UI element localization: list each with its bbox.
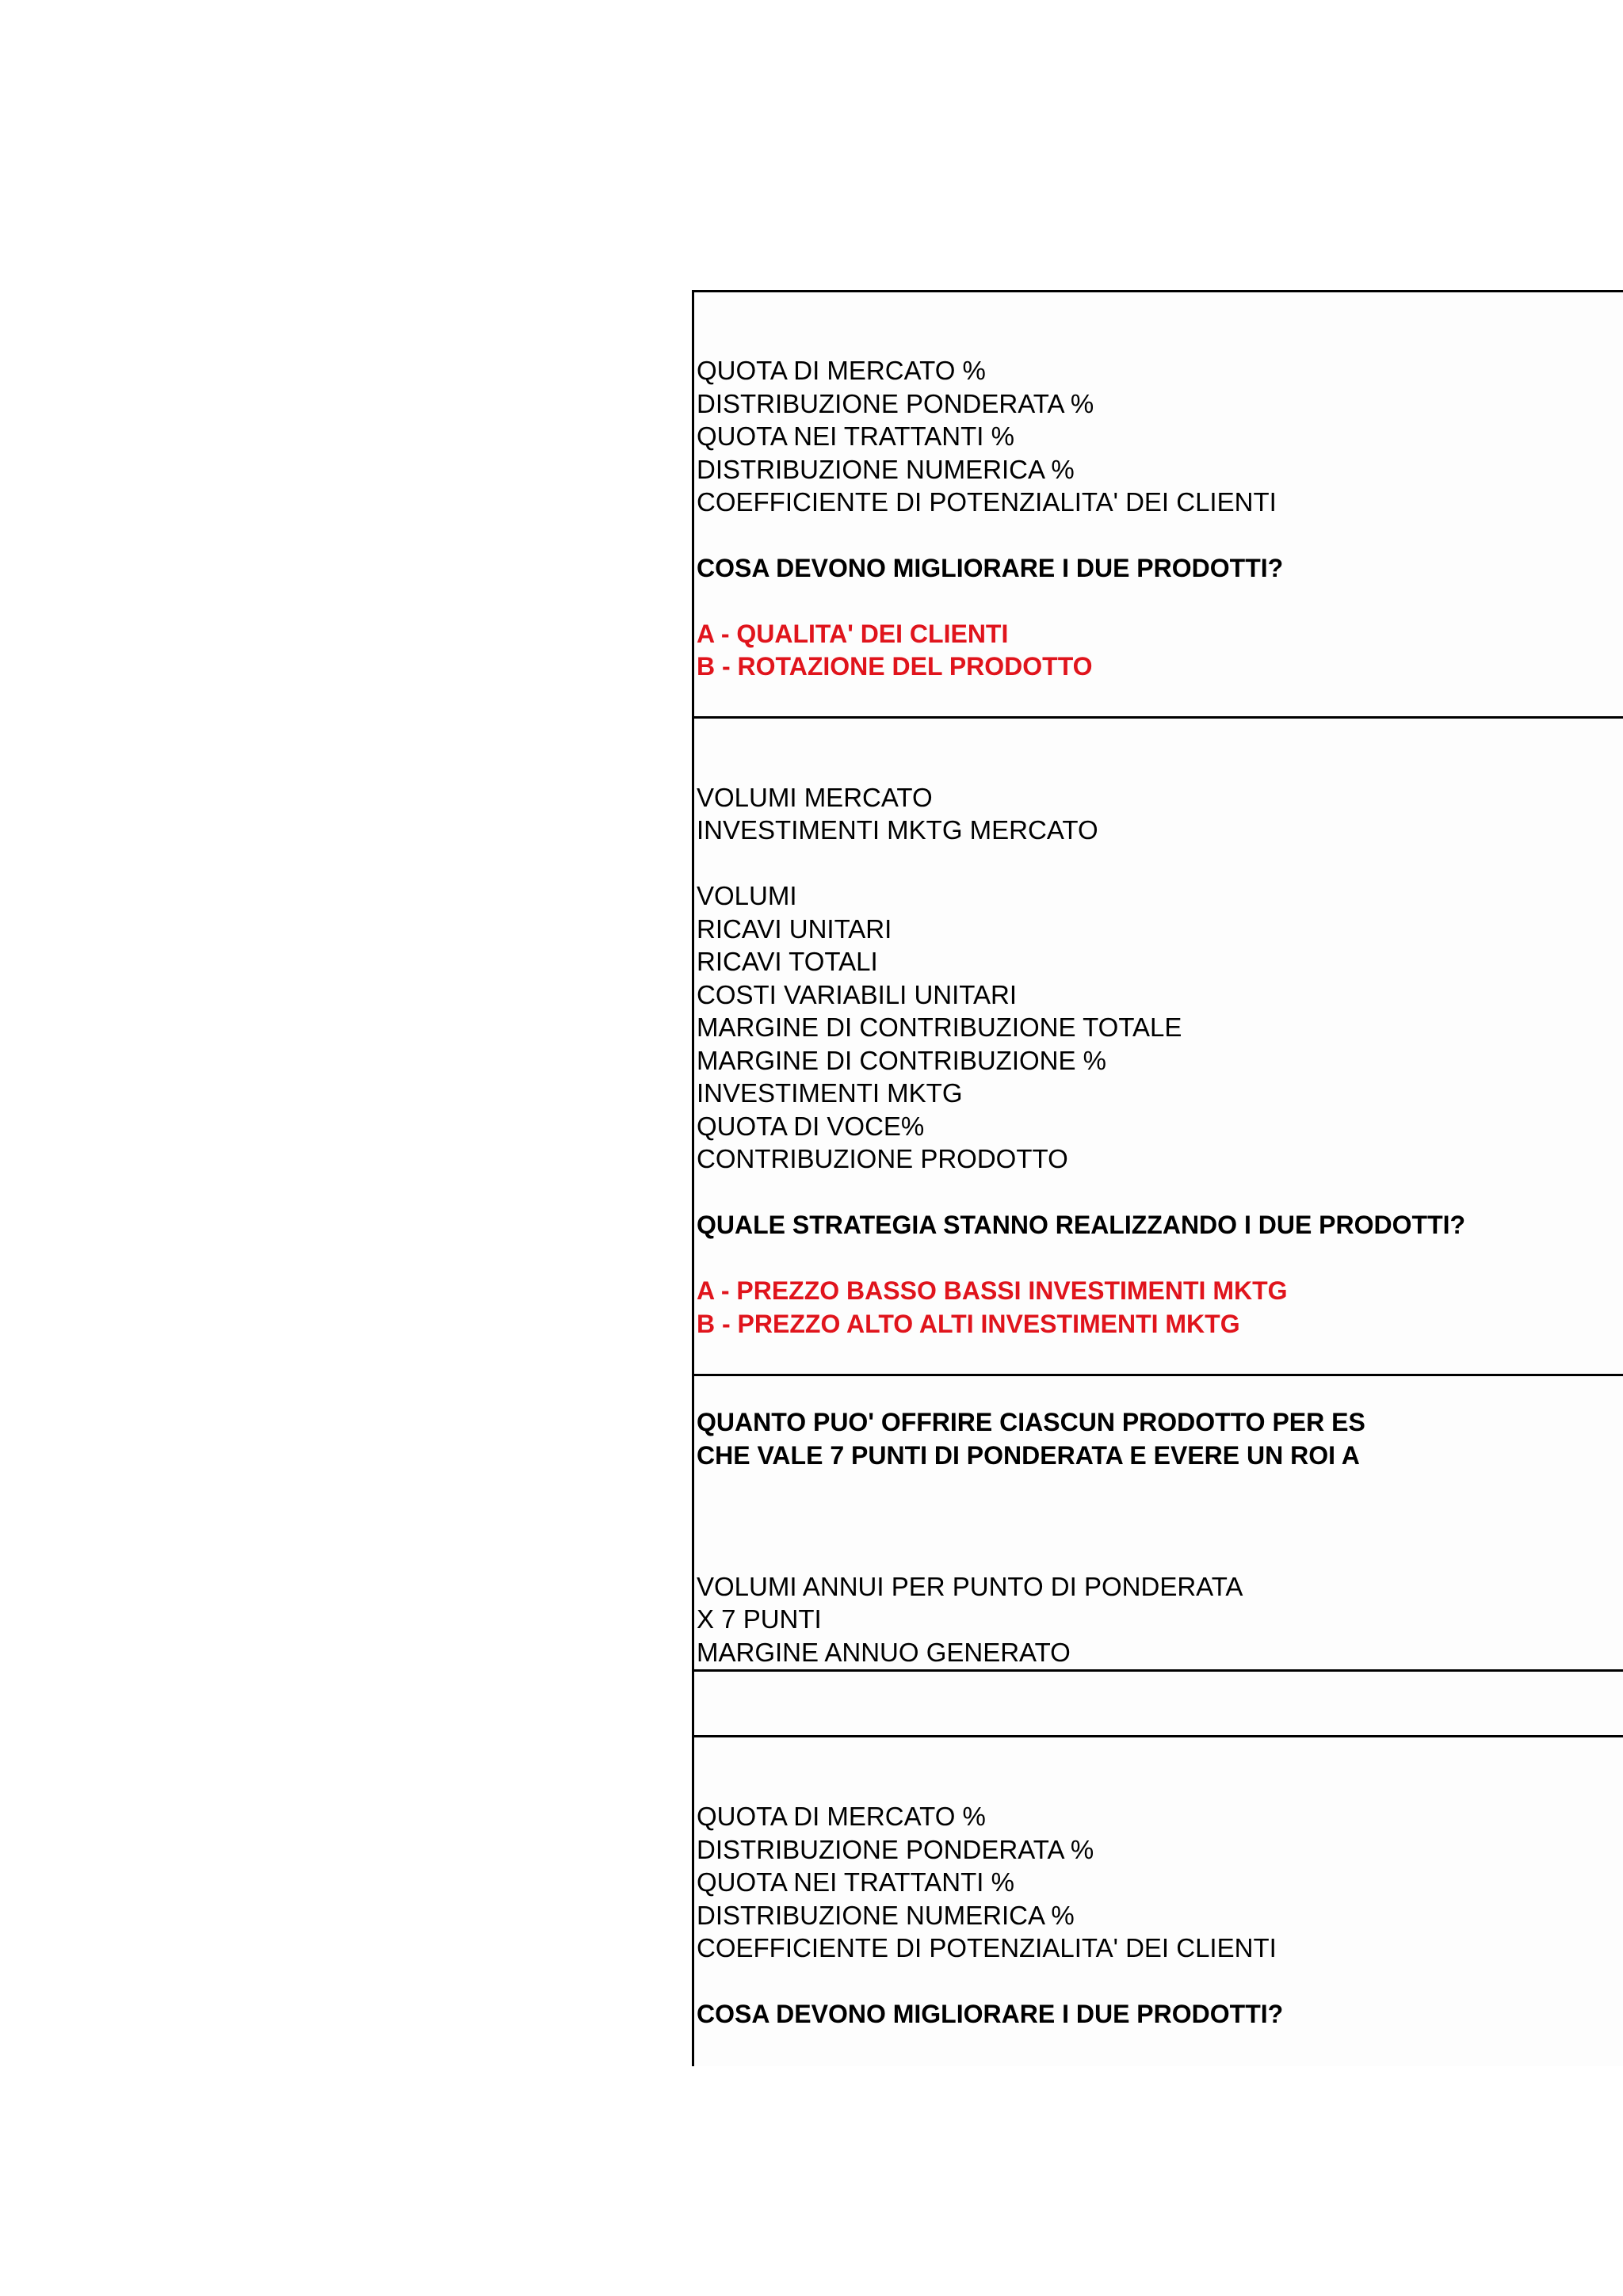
- row-distribuzione-numerica: DISTRIBUZIONE NUMERICA %: [697, 455, 1075, 484]
- row-distribuzione-ponderata: DISTRIBUZIONE PONDERATA %: [697, 389, 1094, 418]
- section-2-answer-b: B - PREZZO ALTO ALTI INVESTIMENTI MKTG: [697, 1310, 1240, 1338]
- row-quota-mercato: QUOTA DI MERCATO %: [697, 356, 986, 385]
- row-ricavi-unitari: RICAVI UNITARI: [697, 914, 892, 944]
- row-costi-variabili-unitari: COSTI VARIABILI UNITARI: [697, 980, 1018, 1009]
- row-margine-annuo-generato: MARGINE ANNUO GENERATO: [697, 1638, 1071, 1667]
- row-quota-mercato-2: QUOTA DI MERCATO %: [697, 1802, 986, 1831]
- section-3-question-line-1: QUANTO PUO' OFFRIRE CIASCUN PRODOTTO PER ES: [697, 1408, 1365, 1436]
- row-quota-di-voce: QUOTA DI VOCE%: [697, 1112, 925, 1141]
- row-margine-contribuzione-perc: MARGINE DI CONTRIBUZIONE %: [697, 1046, 1107, 1075]
- section-1-answer-b: B - ROTAZIONE DEL PRODOTTO: [697, 652, 1093, 681]
- row-volumi-annui-punto: VOLUMI ANNUI PER PUNTO DI PONDERATA: [697, 1572, 1243, 1601]
- section-1-question: COSA DEVONO MIGLIORARE I DUE PRODOTTI?: [697, 554, 1284, 582]
- section-3-bottom-border: [692, 1669, 1623, 1672]
- section-4-top-border: [692, 1735, 1623, 1737]
- sheet-left-border: [692, 290, 694, 2066]
- row-coefficiente-potenzialita: COEFFICIENTE DI POTENZIALITA' DEI CLIENTI: [697, 487, 1277, 517]
- row-x-7-punti: X 7 PUNTI: [697, 1604, 822, 1634]
- spreadsheet-print: [692, 290, 1623, 2066]
- row-investimenti-mktg: INVESTIMENTI MKTG: [697, 1078, 963, 1108]
- row-volumi-mercato: VOLUMI MERCATO: [697, 783, 933, 812]
- row-coefficiente-potenzialita-2: COEFFICIENTE DI POTENZIALITA' DEI CLIENTI: [697, 1933, 1277, 1962]
- section-2-answer-a: A - PREZZO BASSO BASSI INVESTIMENTI MKTG: [697, 1276, 1288, 1305]
- section-1-top-border: [692, 290, 1623, 292]
- section-4-question: COSA DEVONO MIGLIORARE I DUE PRODOTTI?: [697, 2000, 1284, 2028]
- section-1-answer-a: A - QUALITA' DEI CLIENTI: [697, 620, 1009, 648]
- row-contribuzione-prodotto: CONTRIBUZIONE PRODOTTO: [697, 1144, 1068, 1173]
- row-ricavi-totali: RICAVI TOTALI: [697, 947, 878, 976]
- row-quota-trattanti-2: QUOTA NEI TRATTANTI %: [697, 1867, 1014, 1897]
- section-2-question: QUALE STRATEGIA STANNO REALIZZANDO I DUE PRODOTTI?: [697, 1211, 1466, 1239]
- row-distribuzione-numerica-2: DISTRIBUZIONE NUMERICA %: [697, 1901, 1075, 1930]
- row-distribuzione-ponderata-2: DISTRIBUZIONE PONDERATA %: [697, 1835, 1094, 1864]
- row-quota-trattanti: QUOTA NEI TRATTANTI %: [697, 421, 1014, 451]
- row-volumi: VOLUMI: [697, 881, 797, 910]
- section-3-top-border: [692, 1374, 1623, 1376]
- row-margine-contribuzione-totale: MARGINE DI CONTRIBUZIONE TOTALE: [697, 1013, 1182, 1042]
- section-3-question-line-2: CHE VALE 7 PUNTI DI PONDERATA E EVERE UN ROI A: [697, 1441, 1360, 1470]
- section-2-top-border: [692, 716, 1623, 719]
- row-investimenti-mktg-mercato: INVESTIMENTI MKTG MERCATO: [697, 815, 1098, 845]
